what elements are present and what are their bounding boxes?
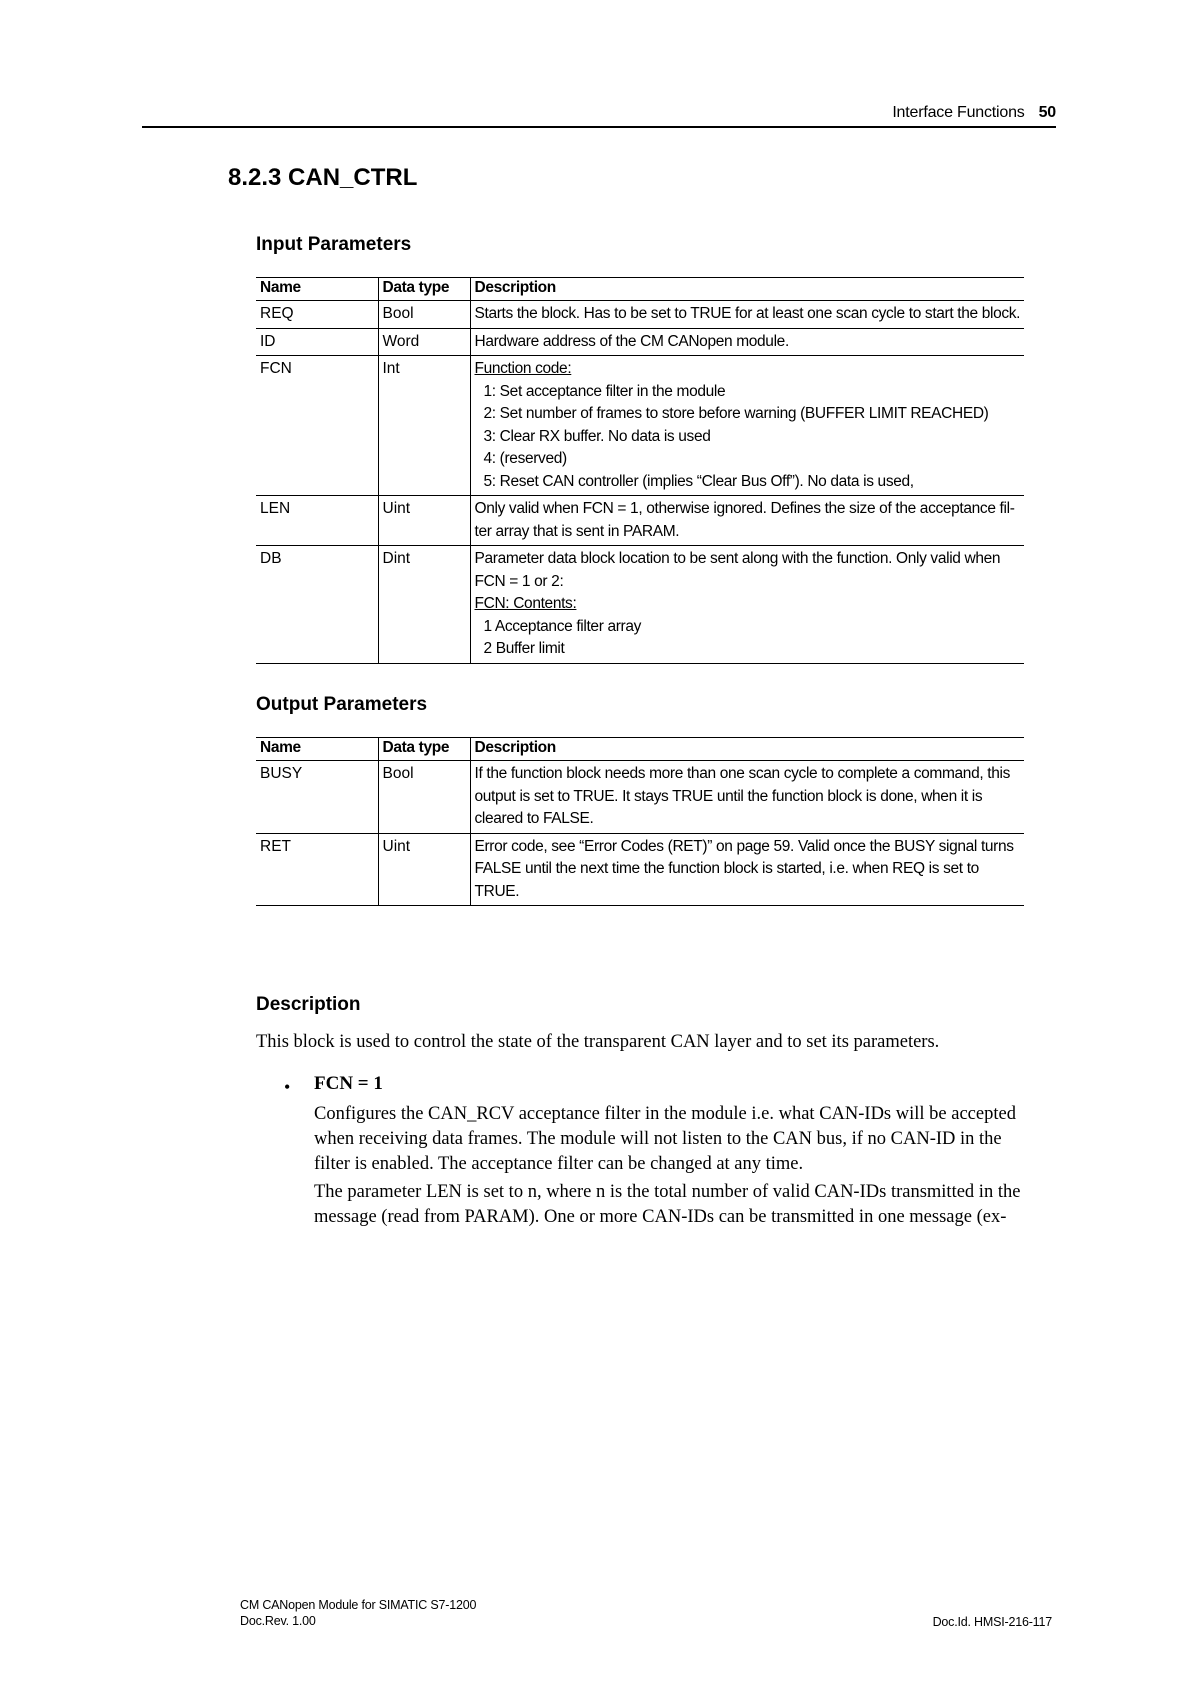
param-name: ID [256,328,378,356]
description-line: ter array that is sent in PARAM. [474,522,680,540]
param-description [470,833,1024,906]
description-line: Error code, see “Error Codes (RET)” on page 59. Valid once the BUSY signal turns [474,837,1014,855]
section-title: 8.2.3 CAN_CTRL [228,164,418,191]
bullet-icon: • [284,1077,291,1097]
param-type: Int [378,356,470,496]
description-line: TRUE. [474,882,520,900]
header-title: Interface Functions [892,104,1025,121]
paragraph-line: Configures the CAN_RCV acceptance filter in the module i.e. what CAN-IDs will be accepted [314,1104,1016,1124]
table-row [256,761,1024,834]
param-type: Dint [378,546,470,664]
column-header-description: Description [470,738,1024,761]
param-description [470,496,1024,546]
param-name: LEN [256,496,378,546]
param-type: Bool [378,301,470,329]
bullet-title: FCN = 1 [314,1073,383,1094]
param-description [470,328,1024,356]
paragraph-line: The parameter LEN is set to n, where n is the total number of valid CAN-IDs transmitted in the [314,1182,1021,1202]
description-line: 2 Buffer limit [483,640,565,657]
description-heading: Description [256,994,361,1015]
param-name: REQ [256,301,378,329]
description-line: 1 Acceptance filter array [483,617,642,635]
table-row [256,356,1024,496]
paragraph-line: when receiving data frames. The module will not listen to the CAN bus, if no CAN-ID in the [314,1129,1002,1149]
param-type: Bool [378,761,470,834]
description-paragraph-1 [314,1102,1016,1177]
footer-doc-title: CM CANopen Module for SIMATIC S7-1200 [240,1598,477,1612]
table-header-row [256,738,1024,761]
param-description [470,301,1024,329]
column-header-name: Name [256,278,378,301]
description-line: cleared to FALSE. [474,810,594,827]
description-line: 5: Reset CAN controller (implies “Clear Bus Off”). No data is used, [483,472,914,490]
description-line: FCN: Contents: [474,595,577,612]
param-type: Uint [378,833,470,906]
param-description [470,761,1024,834]
output-parameters-table [256,737,1024,906]
paragraph-line: filter is enabled. The acceptance filter can be changed at any time. [314,1154,804,1174]
description-line: Starts the block. Has to be set to TRUE for at least one scan cycle to start the block. [474,305,1021,322]
table-row [256,301,1024,329]
description-line: FCN = 1 or 2: [474,572,564,590]
description-line: output is set to TRUE. It stays TRUE until the function block is done, when it is [474,787,983,805]
table-row [256,496,1024,546]
column-header-data-type: Data type [378,738,470,761]
description-line: Hardware address of the CM CANopen module. [474,332,789,350]
header-text [892,104,1056,122]
page-header [142,100,1056,128]
param-name: BUSY [256,761,378,834]
input-parameters-table [256,277,1024,664]
param-description [470,546,1024,664]
description-line: Only valid when FCN = 1, otherwise ignored. Defines the size of the acceptance fil- [474,500,1015,517]
footer-left [240,1597,476,1629]
input-parameters-heading: Input Parameters [256,234,412,255]
description-line: If the function block needs more than one scan cycle to complete a command, this [474,765,1010,782]
table-row [256,546,1024,664]
description-paragraph-2 [314,1180,1020,1230]
footer-doc-rev: Doc.Rev. 1.00 [240,1614,316,1628]
output-parameters-heading: Output Parameters [256,694,428,715]
param-name: RET [256,833,378,906]
description-line: 2: Set number of frames to store before warning (BUFFER LIMIT REACHED) [483,405,989,422]
param-type: Word [378,328,470,356]
table-row [256,833,1024,906]
page-number: 50 [1038,104,1056,121]
footer-doc-id: Doc.Id. HMSI-216-117 [932,1615,1052,1629]
description-line: 4: (reserved) [483,450,567,467]
column-header-description: Description [470,278,1024,301]
param-name: DB [256,546,378,664]
table-row [256,328,1024,356]
paragraph-line: message (read from PARAM). One or more CAN-IDs can be transmitted in one message (ex- [314,1207,1007,1227]
param-description [470,356,1024,496]
description-line: Parameter data block location to be sent along with the function. Only valid when [474,550,1001,567]
description-intro: This block is used to control the state of the transparent CAN layer and to set its parameters. [256,1032,940,1052]
column-header-data-type: Data type [378,278,470,301]
description-line: FALSE until the next time the function block is started, i.e. when REQ is set to [474,860,979,877]
table-header-row [256,278,1024,301]
param-type: Uint [378,496,470,546]
description-line: 1: Set acceptance filter in the module [483,382,726,400]
description-line: 3: Clear RX buffer. No data is used [483,427,711,445]
description-line: Function code: [474,360,572,377]
param-name: FCN [256,356,378,496]
column-header-name: Name [256,738,378,761]
